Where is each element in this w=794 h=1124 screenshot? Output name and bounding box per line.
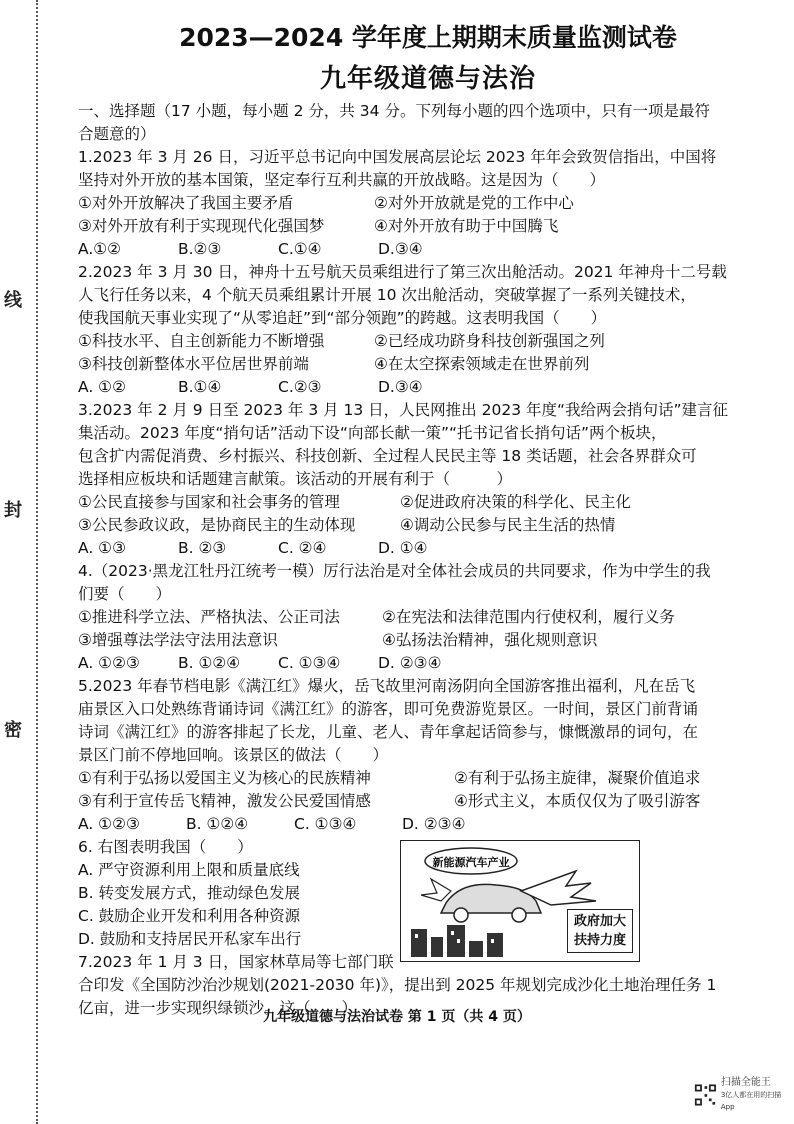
margin-mark-secret: 密 [1, 720, 22, 738]
question-stem: 人飞行任务以来，4 个航天员乘组累计开展 10 次出舱活动，突破掌握了一系列关键技术， [78, 286, 696, 304]
choice-b: B. 转变发展方式，推动绿色发展 [78, 884, 300, 902]
question-stem: 景区门前不停地回响。该景区的做法（ ） [78, 746, 389, 764]
choice-d: D. ②③④ [402, 815, 466, 833]
question-stem: 选择相应板块和话题建言献策。该活动的开展有利于（ ） [78, 470, 513, 488]
answer-choices [78, 376, 778, 399]
cartoon-caption-line: 政府加大 [573, 914, 626, 929]
statement: ④形式主义，本质仅仅为了吸引游客 [454, 792, 701, 810]
exam-title: 2023—2024 学年度上期期末质量监测试卷 [179, 23, 677, 52]
statement-row [78, 330, 778, 353]
cartoon-banner-text: 新能源汽车产业 [432, 856, 510, 869]
choice-d: D. ②③④ [378, 654, 442, 672]
question-stem: 诗词《满江红》的游客排起了长龙，儿童、老人、青年拿起话筒参与，慷慨激昂的词句，在 [78, 723, 699, 741]
statement: ④对外开放有助于中国腾飞 [374, 217, 559, 235]
question-stem: 5.2023 年春节档电影《满江红》爆火，岳飞故里河南汤阴向全国游客推出福利，凡在岳飞 [78, 677, 696, 695]
question-stem: 包含扩内需促消费、乡村振兴、科技创新、全过程人民民主等 18 类话题，社会各界群众可 [78, 447, 697, 465]
choice-a: A. ①③ [78, 539, 126, 557]
question-stem: 使我国航天事业实现了“从零追赶”到“部分领跑”的跨越。这表明我国（ ） [78, 309, 607, 327]
answer-choices [78, 813, 778, 836]
statement: ④在太空探索领域走在世界前列 [374, 355, 590, 373]
statement-row [78, 767, 778, 790]
statement: ④弘扬法治精神，强化规则意识 [382, 631, 598, 649]
statement-row [78, 215, 778, 238]
section-instructions: 一、选择题（17 小题，每小题 2 分，共 34 分。下列每小题的四个选项中，只有一项是最符 [78, 102, 710, 120]
statement: ①有利于弘扬以爱国主义为核心的民族精神 [78, 769, 371, 787]
statement: ④调动公民参与民主生活的热情 [400, 516, 616, 534]
statement-row [78, 790, 778, 813]
scanner-watermark-text [721, 1077, 786, 1113]
statement: ③增强尊法学法守法用法意识 [78, 631, 278, 649]
question-stem: 3.2023 年 2 月 9 日至 2023 年 3 月 13 日，人民网推出 2023 年度“我给两会捎句话”建言征 [78, 401, 729, 419]
qr-code-icon [694, 1082, 717, 1108]
choice-c: C. ①③④ [278, 654, 341, 672]
question-3 [78, 399, 778, 560]
choice-d: D. 鼓励和支持居民开私家车出行 [78, 930, 302, 948]
choice-d: D.③④ [378, 378, 423, 396]
question-7-stem: 亿亩，进一步实现织绿锁沙。这（ ） [78, 999, 358, 1017]
statement: ③有利于宣传岳飞精神，激发公民爱国情感 [78, 792, 371, 810]
question-7-stem: 7.2023 年 1 月 3 日，国家林草局等七部门联 [78, 953, 394, 971]
choice-b: B.①④ [178, 378, 222, 396]
question-stem: 4.（2023·黑龙江牡丹江统考一模）厉行法治是对全体社会成员的共同要求，作为中学生的我 [78, 562, 711, 580]
statement: ②有利于弘扬主旋律，凝聚价值追求 [454, 769, 701, 787]
statement: ③科技创新整体水平位居世界前端 [78, 355, 309, 373]
cartoon-caption-line: 扶持力度 [573, 933, 626, 948]
choice-b: B. ②③ [178, 539, 227, 557]
statement: ②促进政府决策的科学化、民主化 [400, 493, 631, 511]
choice-b: B.②③ [178, 240, 222, 258]
statement: ①推进科学立法、严格执法、公正司法 [78, 608, 340, 626]
question-stem: 庙景区入口处熟练背诵诗词《满江红》的游客，即可免费游览景区。一时间，景区门前背诵 [78, 700, 699, 718]
question-4 [78, 560, 778, 675]
question-stem: 坚持对外开放的基本国策，坚定奉行互利共赢的开放战略。这是因为（ ） [78, 171, 606, 189]
answer-choices [78, 652, 778, 675]
question-stem: 2.2023 年 3 月 30 日，神舟十五号航天员乘组进行了第三次出舱活动。2021 年神舟十二号载 [78, 263, 727, 281]
choice-a: A. 严守资源利用上限和质量底线 [78, 861, 300, 879]
question-stem: 们要（ ） [78, 585, 172, 603]
choice-a: A. ①②③ [78, 654, 140, 672]
policy-cartoon [400, 840, 640, 962]
question-6 [78, 836, 778, 974]
choice-b: B. ①②④ [178, 654, 241, 672]
question-2 [78, 261, 778, 399]
statement: ①对外开放解决了我国主要矛盾 [78, 194, 294, 212]
choice-c: C. ①③④ [294, 815, 357, 833]
statement: ②已经成功跻身科技创新强国之列 [374, 332, 605, 350]
page-footer: 九年级道德与法治试卷 第 1 页（共 4 页） [263, 1009, 531, 1025]
statement-row [78, 514, 778, 537]
statement: ②在宪法和法律范围内行使权利，履行义务 [382, 608, 675, 626]
statement: ①公民直接参与国家和社会事务的管理 [78, 493, 340, 511]
statement-row [78, 491, 778, 514]
choice-c: C. 鼓励企业开发和利用各种资源 [78, 907, 301, 925]
choice-d: D.③④ [378, 240, 423, 258]
statement: ③公民参政议政，是协商民主的生动体现 [78, 516, 356, 534]
exam-page [78, 18, 778, 1020]
statement-row [78, 606, 778, 629]
statement: ①科技水平、自主创新能力不断增强 [78, 332, 325, 350]
question-1 [78, 146, 778, 261]
answer-choices [78, 537, 778, 560]
statement: ③对外开放有利于实现现代化强国梦 [78, 217, 325, 235]
binding-margin-line [8, 0, 38, 1124]
question-stem: 6. 右图表明我国（ ） [78, 838, 253, 856]
cartoon-caption [567, 909, 633, 953]
question-stem: 1.2023 年 3 月 26 日，习近平总书记向中国发展高层论坛 2023 年年会致贺信指出，中国将 [78, 148, 717, 166]
question-5 [78, 675, 778, 836]
statement-row [78, 629, 778, 652]
exam-subject: 九年级道德与法治 [319, 64, 536, 94]
choice-c: C. ②④ [278, 539, 327, 557]
scanner-brand: 扫描全能王 [720, 1077, 771, 1088]
margin-mark-line: 线 [1, 290, 22, 308]
statement-row [78, 353, 778, 376]
section-instructions-cont: 合题意的） [78, 125, 156, 143]
choice-c: C.①④ [278, 240, 322, 258]
choice-a: A. ①②③ [78, 815, 140, 833]
margin-mark-seal: 封 [1, 500, 22, 518]
scanner-watermark [694, 1077, 786, 1111]
choice-c: C.②③ [278, 378, 322, 396]
choice-d: D. ①④ [378, 539, 428, 557]
statement: ②对外开放就是党的工作中心 [374, 194, 574, 212]
question-7-stem: 合印发《全国防沙治沙规划(2021-2030 年)》，提出到 2025 年规划完成沙化土地治理任务 1 [78, 976, 717, 994]
choice-a: A. ①② [78, 378, 126, 396]
choice-b: B. ①②④ [186, 815, 249, 833]
statement-row [78, 192, 778, 215]
scanner-tagline: 3亿人都在用的扫描App [720, 1091, 782, 1111]
answer-choices [78, 238, 778, 261]
question-stem: 集活动。2023 年度“捎句话”活动下设“向部长献一策”“托书记省长捎句话”两个板块， [78, 424, 667, 442]
choice-a: A.①② [78, 240, 122, 258]
